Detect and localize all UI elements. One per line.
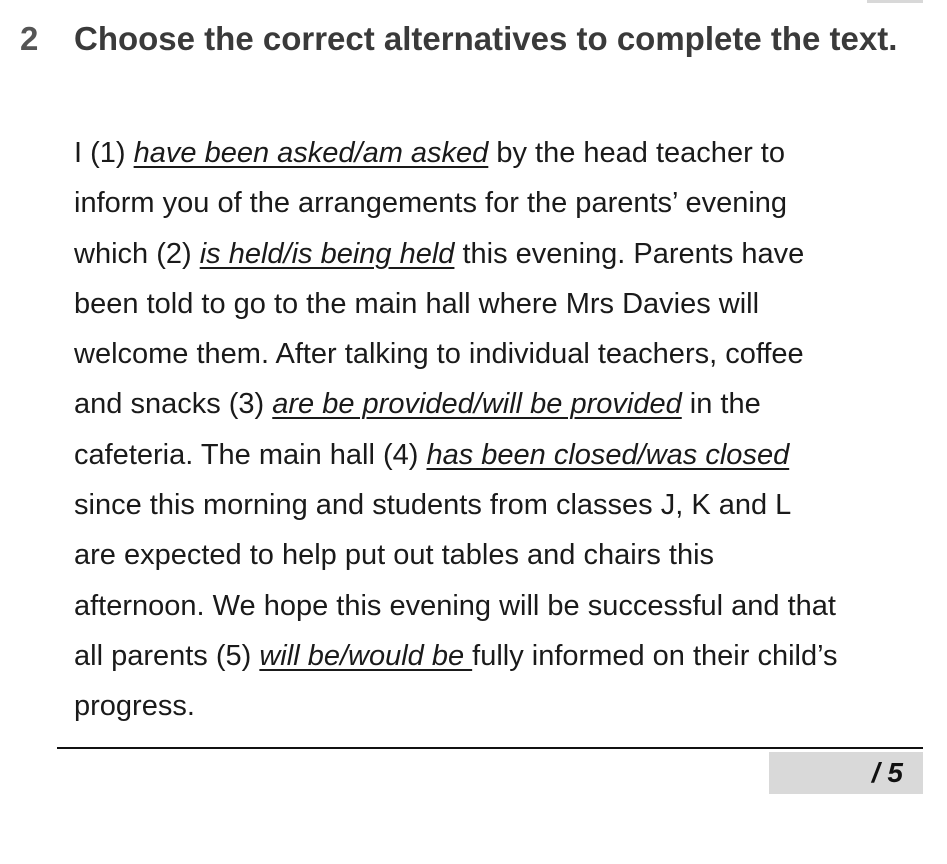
passage-text-segment: which (2)	[74, 237, 200, 270]
passage-text-segment: are expected to help put out tables and chairs this	[74, 539, 715, 572]
passage-text-segment: in the	[681, 388, 761, 421]
passage-line	[74, 530, 942, 580]
score-box	[769, 752, 923, 794]
passage-line	[74, 178, 942, 228]
passage-line	[74, 128, 942, 178]
answer-blank-5[interactable]: will be/would be	[259, 639, 473, 672]
passage-line	[74, 581, 942, 631]
answer-blank-4[interactable]: has been closed/was closed	[426, 438, 790, 471]
passage-line	[74, 329, 942, 379]
passage-line	[74, 430, 942, 480]
question-title: Choose the correct alternatives to complete the text.	[74, 20, 898, 57]
passage-text-segment: since this morning and students from classes J, K and L	[74, 489, 792, 522]
passage-text-segment: this evening. Parents have	[454, 237, 805, 270]
passage-text-segment: progress.	[74, 690, 195, 723]
passage-line	[74, 229, 942, 279]
divider-line	[57, 747, 923, 749]
passage-text-segment: I (1)	[74, 137, 134, 169]
passage-text-segment: been told to go to the main hall where Mrs Davies will	[74, 287, 760, 320]
page-corner-mark	[867, 0, 923, 3]
answer-blank-3[interactable]: are be provided/will be provided	[272, 388, 682, 421]
passage-line	[74, 681, 942, 731]
passage-text-segment: fully informed on their child’s	[472, 639, 838, 672]
passage-line	[74, 279, 942, 329]
passage-line	[74, 480, 942, 530]
answer-blank-1[interactable]: have been asked/am asked	[133, 137, 489, 169]
passage-text-segment: all parents (5)	[74, 639, 260, 672]
passage-text	[74, 128, 942, 732]
passage-text-segment: welcome them. After talking to individual teachers, coffee	[74, 338, 804, 371]
passage-text-segment: cafeteria. The main hall (4)	[74, 438, 427, 471]
question-number: 2	[20, 20, 39, 57]
passage-text-segment: and snacks (3)	[74, 388, 273, 421]
passage-text-segment: by the head teacher to	[488, 137, 785, 169]
passage-line	[74, 379, 942, 429]
passage-text-segment: inform you of the arrangements for the parents’ evening	[74, 187, 788, 220]
answer-blank-2[interactable]: is held/is being held	[199, 237, 455, 270]
passage-text-segment: afternoon. We hope this evening will be successful and that	[74, 589, 836, 622]
passage-line	[74, 631, 942, 681]
score-label: / 5	[871, 757, 903, 788]
